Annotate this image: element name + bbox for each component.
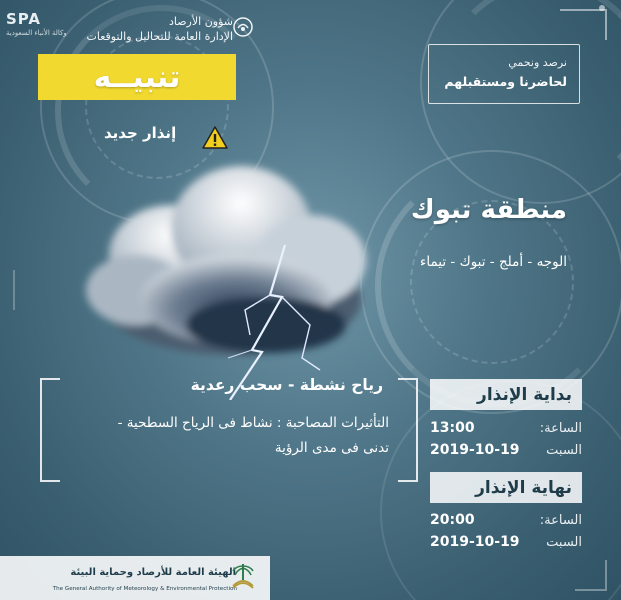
warning-end-day: السبت — [546, 535, 582, 550]
warning-end-time-label: الساعة: — [539, 513, 582, 528]
warning-start-date: 2019-10-19 — [430, 442, 520, 458]
weather-effects: التأثيرات المصاحبة : نشاط فى الرياح السطحية - تدنى فى مدى الرؤية — [117, 415, 389, 456]
slogan-line1: نرصد ونحمي — [508, 56, 567, 69]
warning-end-date-row — [430, 534, 582, 550]
warning-start-label: بداية الإنذار — [430, 379, 582, 410]
dept-line1: شؤون الأرصاد — [168, 15, 233, 28]
spa-logo — [6, 12, 67, 40]
alert-title: تنبيــه — [93, 59, 181, 95]
warning-triangle-icon — [202, 126, 228, 149]
warning-start-time-row — [430, 420, 582, 436]
bracket-right — [398, 378, 418, 482]
region-cities: الوجه - أملج - تبوك - تيماء — [420, 254, 567, 270]
footer-org-english: The General Authority of Meteorology & Environmental Protection — [52, 586, 237, 592]
spa-logo-subtext: وكالة الأنباء السعودية — [6, 29, 67, 37]
slogan-line2: لحاضرنا ومستقبلهم — [444, 74, 567, 89]
warning-end-label: نهاية الإنذار — [430, 472, 582, 503]
footer-org-arabic: الهيئة العامة للأرصاد وحماية البيئة — [70, 567, 236, 578]
warning-start-time: 13:00 — [430, 420, 475, 436]
alert-title-box — [38, 54, 236, 100]
warning-end-date: 2019-10-19 — [430, 534, 520, 550]
warning-start-time-label: الساعة: — [539, 421, 582, 436]
meteorology-dept-icon — [232, 16, 254, 38]
bracket-left — [40, 378, 60, 482]
warning-start-date-row — [430, 442, 582, 458]
dept-line2: الإدارة العامة للتحاليل والتوقعات — [86, 30, 233, 43]
region-title: منطقة تبوك — [410, 195, 567, 225]
warning-start-day: السبت — [546, 443, 582, 458]
palm-swords-emblem-icon — [226, 560, 260, 594]
new-warning-label: إنذار جديد — [104, 124, 177, 142]
weather-title: رياح نشطة - سحب رعدية — [190, 376, 383, 394]
warning-end-time-row — [430, 512, 582, 528]
spa-logo-text: SPA — [6, 10, 42, 28]
dept-header — [87, 14, 233, 44]
warning-end-time: 20:00 — [430, 512, 475, 528]
